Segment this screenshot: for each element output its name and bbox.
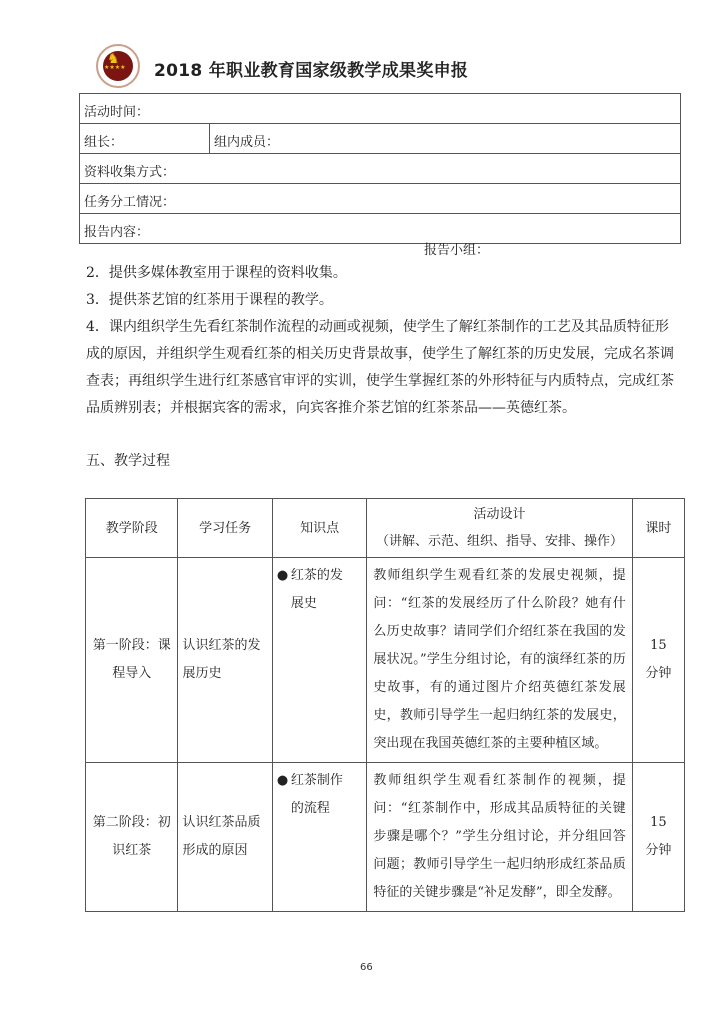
- collection-method-field: 资料收集方式：: [80, 154, 681, 184]
- knowledge-cell: [272, 763, 366, 912]
- bullet-icon: ●: [276, 568, 289, 583]
- report-group-label: 报告小组：: [424, 243, 490, 258]
- header-activity-title: 活动设计: [473, 507, 526, 522]
- document-title: 2018 年职业教育国家级教学成果奖申报: [154, 61, 469, 81]
- paragraph-item-3: 3．提供茶艺馆的红茶用于课程的教学。: [86, 292, 333, 308]
- hours-cell: [632, 763, 684, 912]
- hours-cell: [632, 558, 684, 763]
- activity-time-field: 活动时间：: [80, 94, 681, 124]
- members-field: 组内成员：: [210, 124, 681, 154]
- section-heading: 五、教学过程: [86, 453, 170, 469]
- hours-value: 15: [650, 815, 667, 830]
- activity-cell: 教师组织学生观看红茶的发展史视频，提问：“红茶的发展经历了什么阶段？她有什么历史故事？请同学们介绍红茶在我国的发展状况。”学生分组讨论，有的演绎红茶的历史故事，有的通过图片介绍英德红茶发展史，教师引导学生一起归纳红茶的发展史，突出现在我国英德红茶的主要种植区域。: [367, 558, 632, 763]
- stage-cell: 第二阶段：初识红茶: [86, 763, 178, 912]
- bullet-icon: ●: [276, 773, 289, 788]
- teaching-process-table: [85, 498, 685, 912]
- hours-value: 15: [650, 638, 667, 653]
- table-row: [86, 558, 685, 763]
- knowledge-cell: [272, 558, 366, 763]
- task-division-field: 任务分工情况：: [80, 184, 681, 214]
- report-content-field: 报告内容：: [80, 214, 681, 244]
- header-activity-subtitle: （讲解、示范、组织、指导、安排、操作）: [376, 534, 624, 549]
- hours-unit: 分钟: [645, 666, 672, 681]
- hours-unit: 分钟: [645, 843, 672, 858]
- task-cell: 认识红茶的发展历史: [178, 558, 272, 763]
- header-activity: [367, 499, 632, 558]
- page-number: 66: [360, 962, 373, 973]
- task-cell: 认识红茶品质形成的原因: [178, 763, 272, 912]
- stage-cell: 第一阶段：课程导入: [86, 558, 178, 763]
- page-header: [96, 44, 616, 90]
- report-form-table: [79, 93, 681, 244]
- header-hours: 课时: [632, 499, 684, 558]
- school-emblem-icon: ♞ ★★★★: [96, 44, 140, 88]
- header-knowledge: 知识点: [272, 499, 366, 558]
- table-row: [86, 763, 685, 912]
- leader-field: 组长：: [80, 124, 210, 154]
- header-task: 学习任务: [178, 499, 272, 558]
- activity-cell: 教师组织学生观看红茶制作的视频，提问：“红茶制作中，形成其品质特征的关键步骤是哪个？”学生分组讨论，并分组回答问题；教师引导学生一起归纳形成红茶品质特征的关键步骤是“补足发酵”，即全发酵。: [367, 763, 632, 912]
- paragraph-item-2: 2．提供多媒体教室用于课程的资料收集。: [86, 265, 347, 281]
- paragraph-item-4: 4．课内组织学生先看红茶制作流程的动画或视频，使学生了解红茶制作的工艺及其品质特征形成的原因，并组织学生观看红茶的相关历史背景故事，使学生了解红茶的历史发展，完成名茶调查表；再组织学生进行红茶感官审评的实训，使学生掌握红茶的外形特征与内质特点，完成红茶品质辨别表；并根据宾客的需求，向宾客推介茶艺馆的红茶茶品——英德红茶。: [86, 319, 674, 416]
- header-stage: 教学阶段: [86, 499, 178, 558]
- knowledge-text: 红茶制作的流程: [290, 773, 343, 816]
- table-header-row: [86, 499, 685, 558]
- knowledge-text: 红茶的发展史: [290, 568, 343, 611]
